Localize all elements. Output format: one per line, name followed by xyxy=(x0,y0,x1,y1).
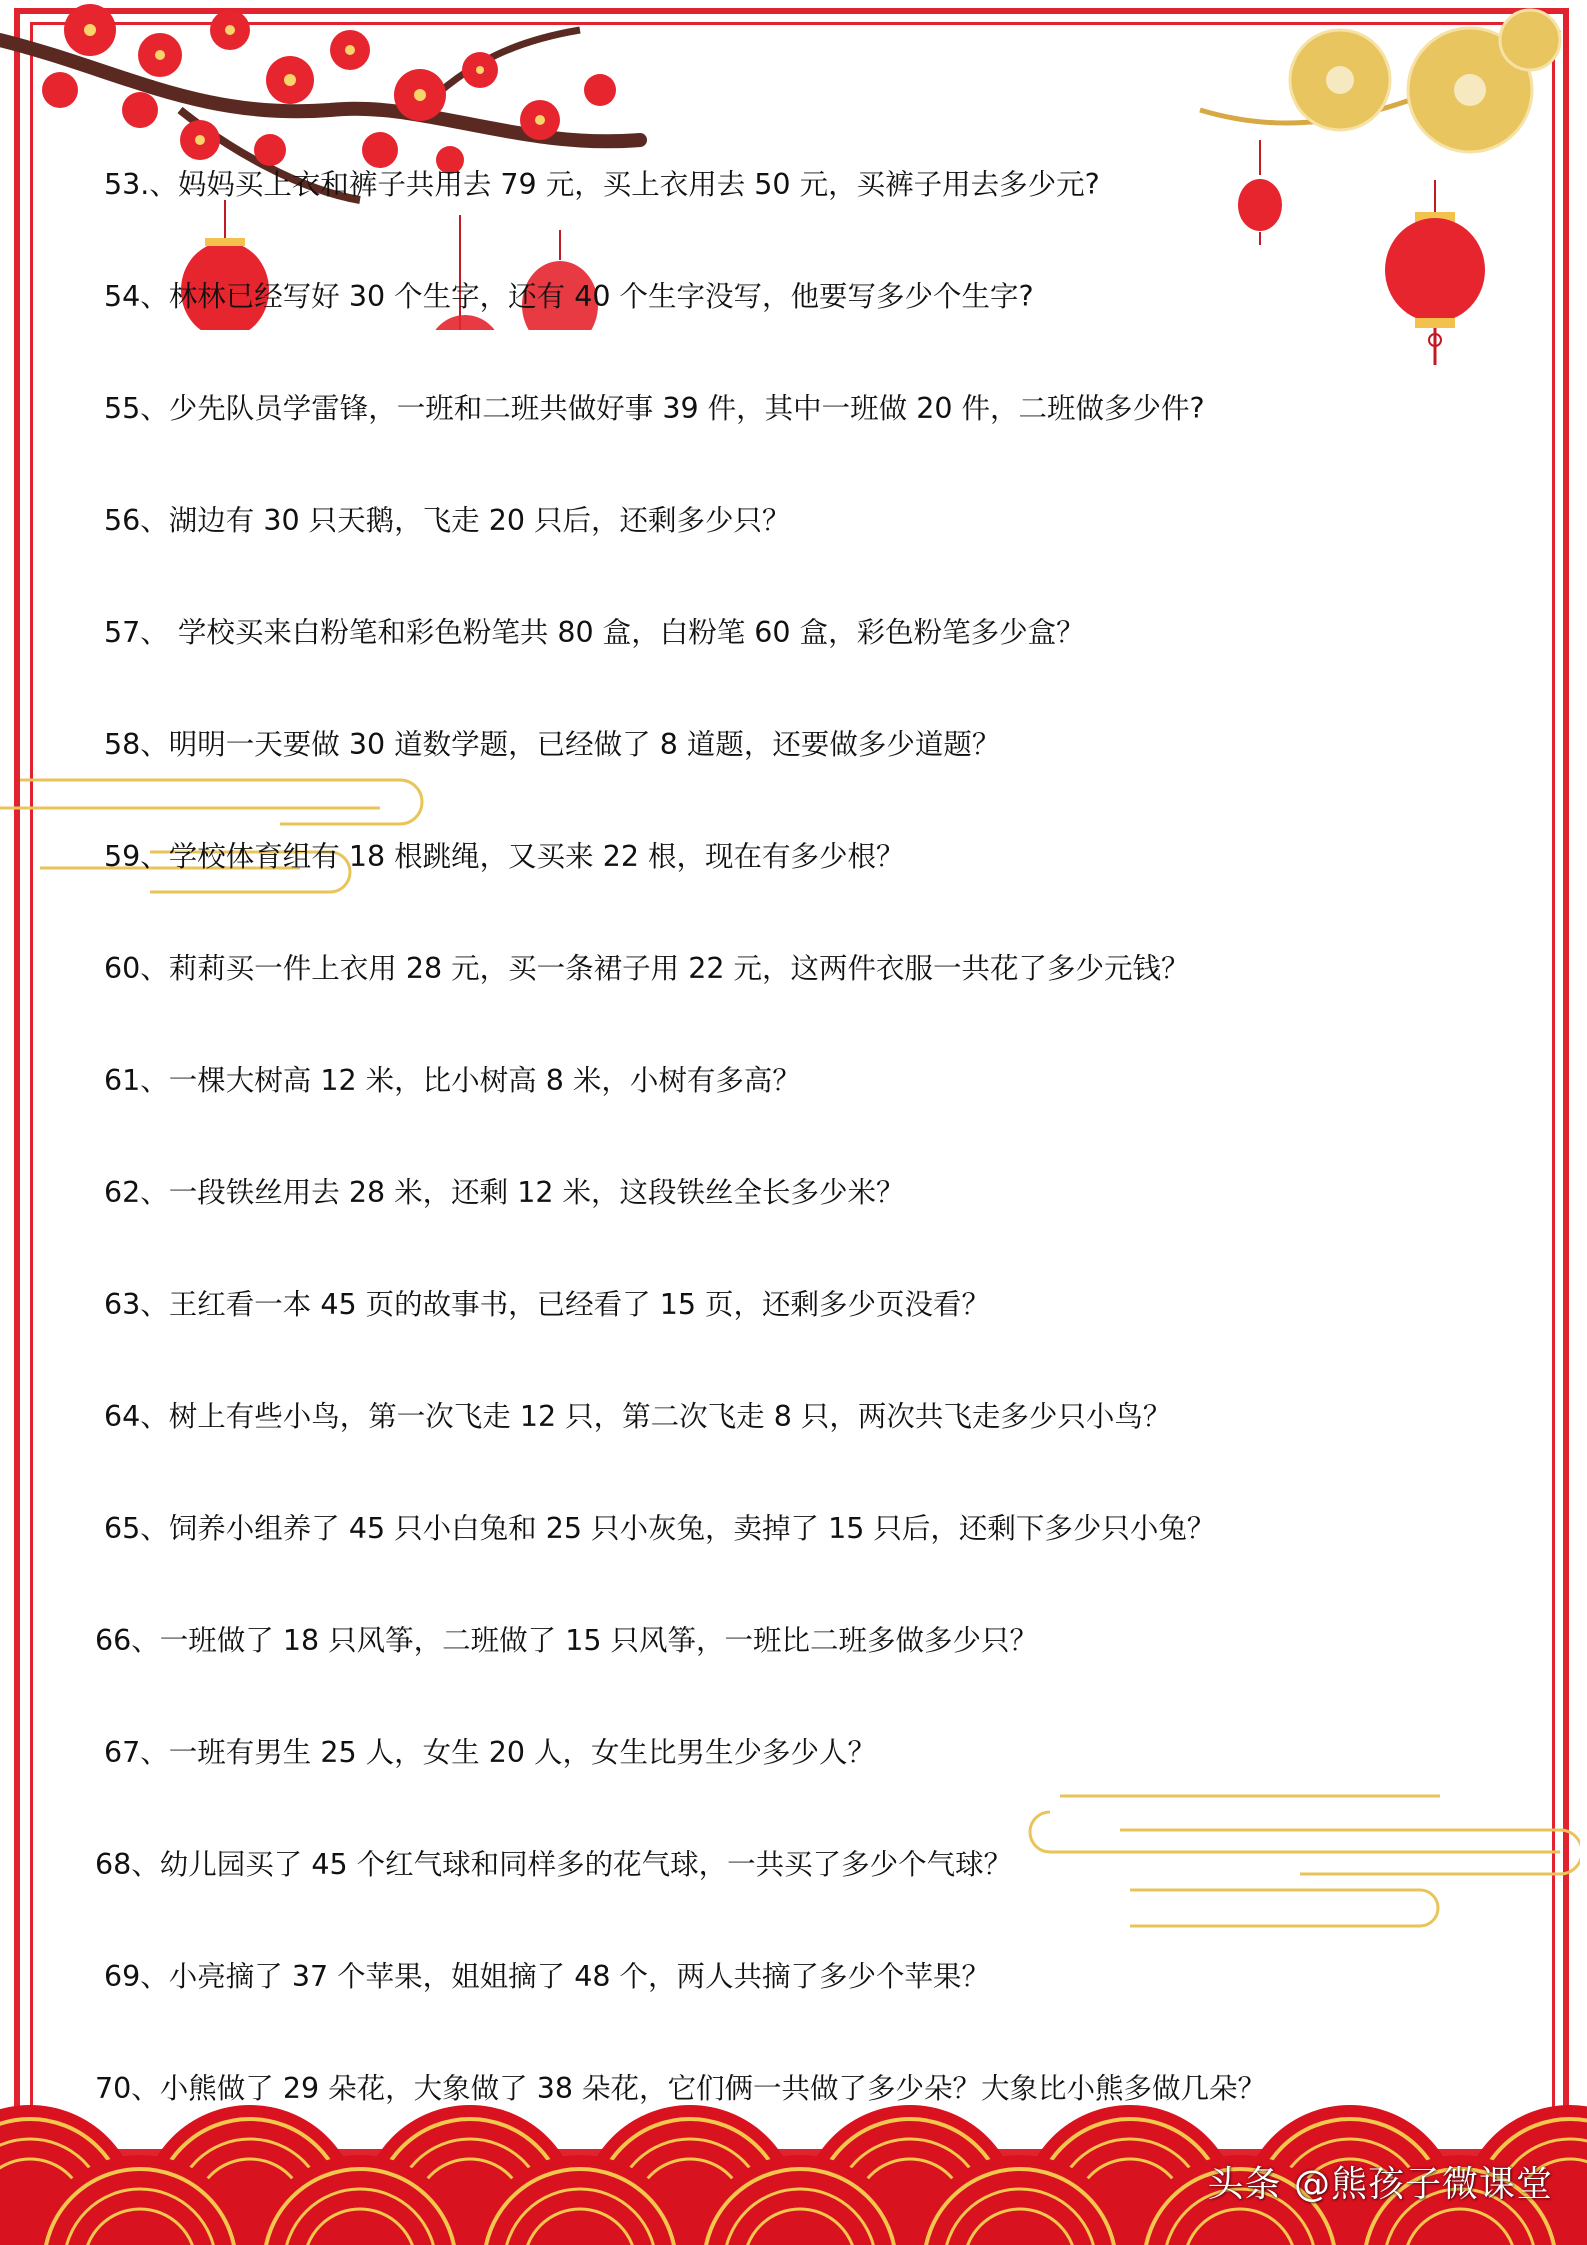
question-53: 53.、妈妈买上衣和裤子共用去 79 元，买上衣用去 50 元，买裤子用去多少元? xyxy=(104,168,1100,201)
question-70: 70、小熊做了 29 朵花，大象做了 38 朵花，它们俩一共做了多少朵？大象比小熊多做几朵？ xyxy=(95,2072,1267,2105)
question-64: 64、树上有些小鸟，第一次飞走 12 只，第二次飞走 8 只，两次共飞走多少只小鸟？ xyxy=(104,1400,1172,1433)
question-56: 56、湖边有 30 只天鹅，飞走 20 只后，还剩多少只？ xyxy=(104,504,791,537)
question-69: 69、小亮摘了 37 个苹果，姐姐摘了 48 个，两人共摘了多少个苹果？ xyxy=(104,1960,991,1993)
question-67: 67、一班有男生 25 人，女生 20 人，女生比男生少多少人？ xyxy=(104,1736,877,1769)
question-57: 57、 学校买来白粉笔和彩色粉笔共 80 盒，白粉笔 60 盒，彩色粉笔多少盒？ xyxy=(104,616,1085,649)
question-58: 58、明明一天要做 30 道数学题，已经做了 8 道题，还要做多少道题？ xyxy=(104,728,1001,761)
question-59: 59、学校体育组有 18 根跳绳，又买来 22 根，现在有多少根？ xyxy=(104,840,905,873)
question-54: 54、林林已经写好 30 个生字，还有 40 个生字没写，他要写多少个生字? xyxy=(104,280,1034,313)
red-wave-pattern xyxy=(0,2095,1587,2245)
gold-cloud-lines-icon-right xyxy=(1000,1790,1580,1930)
question-60: 60、莉莉买一件上衣用 28 元，买一条裙子用 22 元，这两件衣服一共花了多少元钱？ xyxy=(104,952,1190,985)
golden-flowers-icon xyxy=(1180,0,1580,380)
watermark-text: 头条 @熊孩子微课堂 xyxy=(1207,2164,1553,2205)
question-61: 61、一棵大树高 12 米，比小树高 8 米，小树有多高？ xyxy=(104,1064,801,1097)
question-65: 65、饲养小组养了 45 只小白兔和 25 只小灰兔，卖掉了 15 只后，还剩下多少只小兔？ xyxy=(104,1512,1216,1545)
question-55: 55、少先队员学雷锋，一班和二班共做好事 39 件，其中一班做 20 件，二班做多少件? xyxy=(104,392,1205,425)
question-66: 66、一班做了 18 只风筝，二班做了 15 只风筝，一班比二班多做多少只？ xyxy=(95,1624,1039,1657)
gold-cloud-lines-icon xyxy=(0,760,460,910)
question-68: 68、幼儿园买了 45 个红气球和同样多的花气球，一共买了多少个气球？ xyxy=(95,1848,1013,1881)
question-62: 62、一段铁丝用去 28 米，还剩 12 米，这段铁丝全长多少米？ xyxy=(104,1176,905,1209)
question-63: 63、王红看一本 45 页的故事书，已经看了 15 页，还剩多少页没看？ xyxy=(104,1288,991,1321)
